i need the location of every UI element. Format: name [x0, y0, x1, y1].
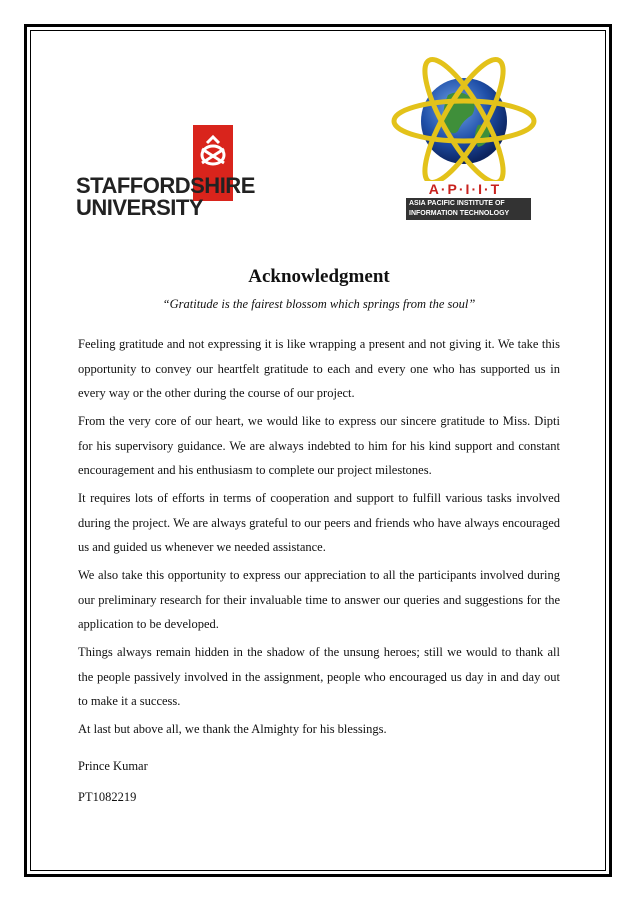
- staffordshire-line1: STAFFORDSHIRE: [76, 173, 255, 198]
- apiit-subtitle: [406, 198, 531, 220]
- apiit-logo: [388, 55, 540, 225]
- paragraph: We also take this opportunity to express our appreciation to all the participants involved during our preliminary research for their invaluable time to answer our queries and suggestions for the application to be developed.: [78, 568, 560, 632]
- paragraph: Things always remain hidden in the shadow of the unsung heroes; still we would to thank all the people passively involved in the assignment, people who encouraged us day in and day out to make it a success.: [78, 645, 560, 709]
- signature-id: PT1082219: [78, 790, 137, 804]
- epigraph-quote: “Gratitude is the fairest blossom which springs from the soul”: [162, 297, 476, 311]
- paragraph: From the very core of our heart, we would like to express our sincere gratitude to Miss. Dipti for his supervisory guidance. We are always indebted to him for his kind support and constant encouragement and his enthusiasm to complete our project milestones.: [78, 414, 560, 478]
- paragraph: Feeling gratitude and not expressing it is like wrapping a present and not giving it. We take this opportunity to convey our heartfelt gratitude to each and every one who has supported us in every way or the other during the course of our project.: [78, 337, 560, 401]
- apiit-globe-icon: [388, 55, 540, 181]
- signature-name: Prince Kumar: [78, 759, 148, 773]
- paragraph: It requires lots of efforts in terms of cooperation and support to fulfill various tasks involved during the project. We are always grateful to our peers and friends who have always encouraged us and guided us whenever we needed assistance.: [78, 491, 560, 555]
- apiit-subtitle-line2: INFORMATION TECHNOLOGY: [409, 210, 510, 217]
- apiit-wordmark: A·P·I·I·T: [428, 181, 502, 197]
- staffordshire-university-logo: [76, 125, 255, 235]
- staffordshire-line2: UNIVERSITY: [76, 195, 204, 220]
- apiit-subtitle-line1: ASIA PACIFIC INSTITUTE OF: [409, 200, 505, 207]
- paragraph: At last but above all, we thank the Almighty for his blessings.: [78, 722, 387, 736]
- page-title: Acknowledgment: [248, 266, 390, 287]
